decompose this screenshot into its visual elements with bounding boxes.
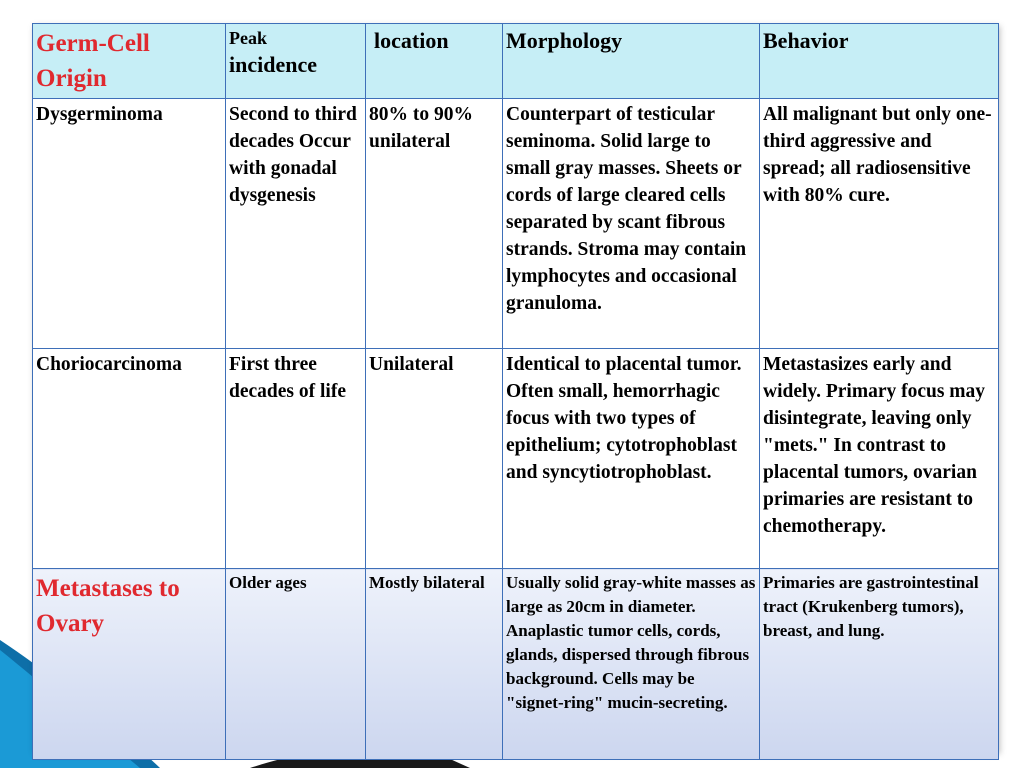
cell-location: 80% to 90% unilateral bbox=[366, 99, 503, 349]
header-morphology: Morphology bbox=[503, 24, 760, 99]
header-peak-incidence: Peak incidence bbox=[226, 24, 366, 99]
cell-morphology: Identical to placental tumor. Often small, hemorrhagic focus with two types of epithelium; cytotrophoblast and syncytiotrophoblast. bbox=[503, 349, 760, 569]
header-origin: Germ-Cell Origin bbox=[33, 24, 226, 99]
cell-location: Unilateral bbox=[366, 349, 503, 569]
header-behavior: Behavior bbox=[760, 24, 999, 99]
cell-origin: Choriocarcinoma bbox=[33, 349, 226, 569]
germ-cell-table bbox=[32, 23, 998, 751]
cell-behavior: Metastasizes early and widely. Primary focus may disintegrate, leaving only "mets." In contrast to placental tumors, ovarian primaries are resistant to chemotherapy. bbox=[760, 349, 999, 569]
cell-morphology: Counterpart of testicular seminoma. Solid large to small gray masses. Sheets or cords of large cleared cells separated by scant fibrous strands. Stroma may contain lymphocytes and occasional granuloma. bbox=[503, 99, 760, 349]
table-row bbox=[33, 99, 999, 349]
cell-peak: Older ages bbox=[226, 569, 366, 760]
table-row bbox=[33, 569, 999, 760]
cell-morphology: Usually solid gray-white masses as large as 20cm in diameter. Anaplastic tumor cells, cords, glands, dispersed through fibrous background. Cells may be "signet-ring" mucin-secreting. bbox=[503, 569, 760, 760]
table-row bbox=[33, 349, 999, 569]
cell-peak: Second to third decades Occur with gonadal dysgenesis bbox=[226, 99, 366, 349]
cell-behavior: Primaries are gastrointestinal tract (Krukenberg tumors), breast, and lung. bbox=[760, 569, 999, 760]
cell-behavior: All malignant but only one-third aggressive and spread; all radiosensitive with 80% cure. bbox=[760, 99, 999, 349]
table bbox=[32, 23, 999, 760]
cell-origin: Dysgerminoma bbox=[33, 99, 226, 349]
cell-location: Mostly bilateral bbox=[366, 569, 503, 760]
cell-origin: Metastases to Ovary bbox=[33, 569, 226, 760]
cell-peak: First three decades of life bbox=[226, 349, 366, 569]
table-header-row bbox=[33, 24, 999, 99]
header-location: location bbox=[366, 24, 503, 99]
